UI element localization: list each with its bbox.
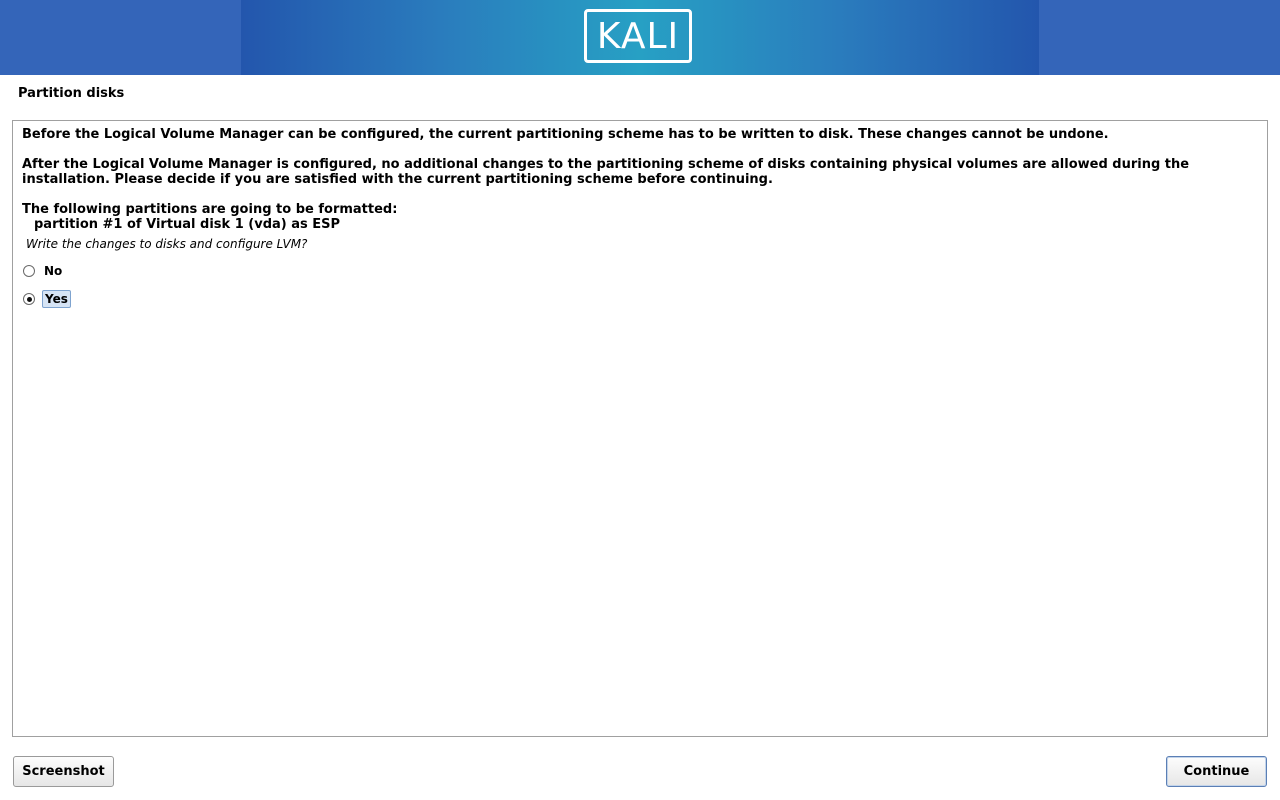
banner-gradient [241,0,1039,75]
format-heading: The following partitions are going to be formatted: [22,202,398,217]
warning-paragraph: Before the Logical Volume Manager can be configured, the current partitioning scheme has to be written to disk. These changes cannot be undone. [22,127,1109,142]
format-item: partition #1 of Virtual disk 1 (vda) as ESP [34,217,341,232]
info-paragraph: After the Logical Volume Manager is configured, no additional changes to the partitioning scheme of disks containing physical volumes are allowed during the installation. Please decide if you are satisfied with the current partitioning scheme before continuing. [22,157,1190,187]
option-yes-label[interactable]: Yes [42,290,71,308]
radio-yes[interactable] [23,293,35,305]
option-no[interactable] [23,262,64,280]
banner [0,0,1280,75]
content-panel [12,120,1268,737]
question-text: Write the changes to disks and configure LVM? [26,237,308,251]
option-no-label[interactable]: No [44,264,63,278]
option-yes[interactable] [23,290,71,308]
kali-logo-text: KALI [596,16,680,57]
continue-button[interactable]: Continue [1166,756,1267,787]
screenshot-button[interactable]: Screenshot [13,756,114,787]
page-title: Partition disks [18,86,125,101]
kali-logo [584,9,692,63]
radio-no[interactable] [23,265,35,277]
